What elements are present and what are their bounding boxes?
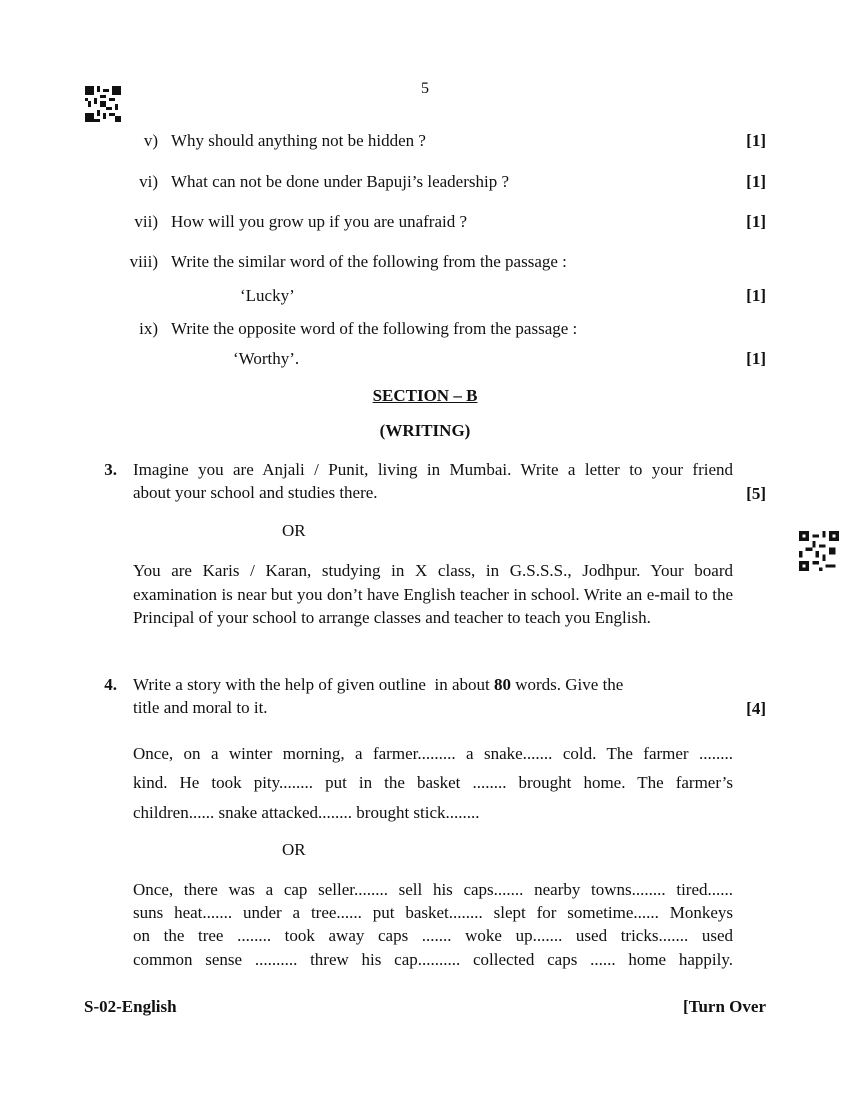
or-separator: OR xyxy=(282,840,306,859)
question-3-alternative: You are Karis / Karan, studying in X class, in G.S.S.S., Jodhpur. Your board examination is near but you don’t have English teacher in school. Write an e-mail to the Principal of your school to arrange classes and teacher to teach you English. xyxy=(133,561,733,627)
question-text: Write the opposite word of the following from the passage : xyxy=(171,319,578,338)
question-3-line-1: Imagine you are Anjali / Punit, living in Mumbai. Write a letter to your friend xyxy=(133,460,733,479)
word-count: 80 xyxy=(493,675,511,694)
question-marks: [5] xyxy=(746,484,766,503)
paper-code: S-02-English xyxy=(84,997,177,1016)
story-outline-1-line: kind. He took pity........ put in the basket ........ brought home. The farmer’s xyxy=(133,773,733,792)
question-number: vi) xyxy=(139,172,158,191)
section-title: SECTION – B xyxy=(372,386,478,405)
question-vi xyxy=(120,170,766,194)
question-marks: [4] xyxy=(746,699,766,718)
question-text: Write the similar word of the following from the passage : xyxy=(171,252,567,271)
question-4-line-1 xyxy=(133,673,623,697)
question-marks: [1] xyxy=(746,212,766,231)
story-outline-2-line: on the tree ........ took away caps ....... woke up....... used tricks....... used xyxy=(133,926,733,945)
question-marks: [1] xyxy=(746,131,766,150)
question-number: 3. xyxy=(104,460,117,479)
question-number: vii) xyxy=(134,212,158,231)
qr-code-icon xyxy=(799,531,839,571)
question-number: v) xyxy=(143,131,158,150)
story-outline-2-line: Once, there was a cap seller........ sell his caps....... nearby towns........ tired...... xyxy=(133,880,733,899)
question-number: ix) xyxy=(139,319,158,338)
question-number: viii) xyxy=(129,252,158,271)
story-outline-1-line: Once, on a winter morning, a farmer......... a snake....... cold. The farmer ........ xyxy=(133,744,733,763)
qr-code-icon xyxy=(85,86,121,122)
question-viii xyxy=(120,250,766,274)
question-word: ‘Lucky’ xyxy=(240,286,295,305)
question-4-line-2: title and moral to it. xyxy=(133,698,268,717)
question-3-line-2: about your school and studies there. xyxy=(133,483,378,502)
question-vii xyxy=(120,210,766,234)
section-subtitle: (WRITING) xyxy=(379,421,471,440)
story-outline-1-line: children...... snake attacked........ brought stick........ xyxy=(133,803,480,822)
question-number: 4. xyxy=(104,675,117,694)
story-outline-2-line: suns heat....... under a tree...... put basket........ slept for sometime...... Monkeys xyxy=(133,903,733,922)
question-4-line-1-a: Write a story with the help of given outline in about xyxy=(133,675,494,694)
question-text: What can not be done under Bapuji’s leadership ? xyxy=(171,172,509,191)
question-word: ‘Worthy’. xyxy=(233,349,300,368)
question-v xyxy=(120,129,766,153)
question-marks: [1] xyxy=(746,286,766,305)
question-ix xyxy=(120,317,766,341)
or-separator: OR xyxy=(282,521,306,540)
story-outline-2-line: common sense .......... threw his cap.......... collected caps ...... home happily. xyxy=(133,950,733,969)
question-marks: [1] xyxy=(746,172,766,191)
question-ix-word xyxy=(120,347,766,371)
question-text: Why should anything not be hidden ? xyxy=(171,131,426,150)
question-text: How will you grow up if you are unafraid ? xyxy=(171,212,468,231)
turn-over: [Turn Over xyxy=(683,997,766,1016)
question-marks: [1] xyxy=(746,349,766,368)
question-viii-word xyxy=(120,284,766,308)
page-number: 5 xyxy=(421,80,429,97)
question-4-line-1-b: words. Give the xyxy=(510,675,624,694)
